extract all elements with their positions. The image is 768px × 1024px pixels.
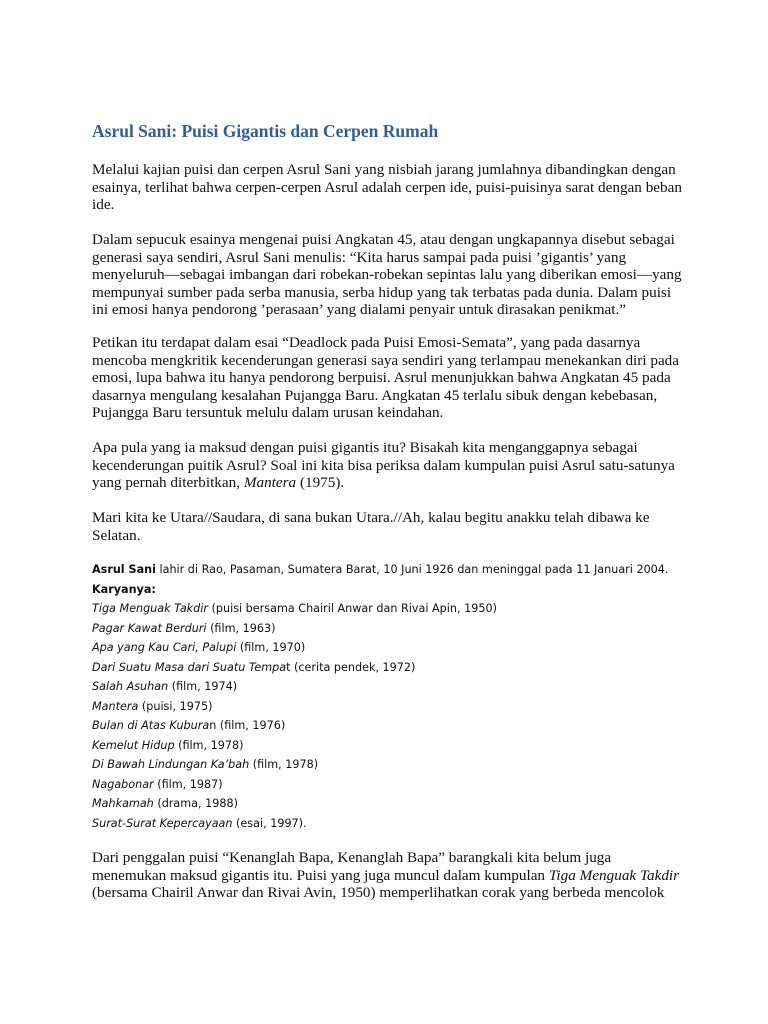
work-detail: n (film, 1976) — [209, 719, 286, 732]
work-item — [92, 619, 712, 639]
paragraph-line: kecenderungan puitik Asrul? Soal ini kita bisa periksa dalam kumpulan puisi Asrul satu-satunya — [92, 456, 675, 474]
work-detail: (film, 1978) — [249, 758, 319, 771]
paragraph-line: mempunyai sumber pada serba manusia, serba hidup yang tak terbatas pada dunia. Dalam puisi — [92, 283, 672, 301]
text-run: (1975). — [296, 474, 345, 492]
paragraph-line: Dalam sepucuk esainya mengenai puisi Angkatan 45, atau dengan ungkapannya disebut sebagai — [92, 231, 675, 248]
paragraph-6 — [92, 849, 682, 902]
paragraph-3 — [92, 334, 682, 422]
paragraph-2 — [92, 231, 682, 319]
work-item — [92, 716, 712, 736]
paragraph-line: Mari kita ke Utara//Saudara, di sana bukan Utara.//Ah, kalau begitu anakku telah dibawa ke — [92, 509, 650, 526]
paragraph-line: menyeluruh—sebagai imbangan dari robekan-robekan sepintas lalu yang diberikan emosi—yang — [92, 266, 682, 284]
paragraph-line: emosi, lupa bahwa itu hanya pendorong berpuisi. Asrul menunjukkan bahwa Angkatan 45 pada — [92, 369, 671, 387]
paragraph-line: ide. — [92, 196, 115, 214]
work-item — [92, 736, 712, 756]
work-title: Mantera — [92, 699, 139, 713]
work-item — [92, 697, 712, 717]
text-run: yang pernah diterbitkan, — [92, 474, 244, 492]
work-item — [92, 599, 712, 619]
work-detail: t (cerita pendek, 1972) — [286, 660, 416, 674]
work-title: Nagabonar — [92, 777, 154, 791]
paragraph-line: esainya, terlihat bahwa cerpen-cerpen Asrul adalah cerpen ide, puisi-puisinya sarat dengan beban — [92, 178, 682, 196]
work-detail: (puisi bersama Chairil Anwar dan Rivai Apin, 1950) — [207, 602, 497, 615]
work-item — [92, 814, 712, 834]
work-title: Di Bawah Lindungan Ka’bah — [92, 758, 250, 771]
work-title: Apa yang Kau Cari, Palupi — [92, 641, 237, 654]
text-run: menemukan maksud gigantis itu. Puisi yang juga muncul dalam kumpulan — [92, 866, 549, 884]
work-detail: (film, 1978) — [174, 738, 244, 752]
paragraph-5 — [92, 509, 682, 544]
work-title: Mahkamah — [92, 797, 154, 810]
author-bio — [92, 560, 712, 580]
author-info-box — [92, 560, 712, 833]
work-item — [92, 755, 712, 775]
work-title: Kemelut Hidup — [92, 738, 175, 752]
paragraph-line: Pujangga Baru tersuntuk melulu dalam urusan keindahan. — [92, 404, 444, 422]
paragraph-line: Dari penggalan puisi “Kenanglah Bapa, Kenanglah Bapa” barangkali kita belum juga — [92, 849, 612, 866]
book-title-mantera: Mantera — [243, 474, 297, 492]
paragraph-line: (bersama Chairil Anwar dan Rivai Avin, 1950) memperlihatkan corak yang berbeda mencolok — [92, 884, 665, 902]
book-title-tiga-menguak-takdir: Tiga Menguak Takdir — [548, 866, 680, 884]
paragraph-line — [92, 474, 682, 492]
work-detail: (film, 1987) — [153, 777, 223, 791]
author-bio-text: lahir di Rao, Pasaman, Sumatera Barat, 10 Juni 1926 dan meninggal pada 11 Januari 2004. — [155, 563, 669, 576]
paragraph-line: Petikan itu terdapat dalam esai “Deadlock pada Puisi Emosi-Semata”, yang pada dasarnya — [92, 334, 641, 351]
document-title: Asrul Sani: Puisi Gigantis dan Cerpen Rumah — [92, 121, 439, 141]
work-title: Salah Asuhan — [92, 680, 169, 693]
work-detail: (film, 1974) — [168, 680, 238, 693]
work-title: Bulan di Atas Kubura — [92, 719, 210, 732]
paragraph-4 — [92, 439, 682, 492]
work-item — [92, 794, 712, 814]
author-name: Asrul Sani — [92, 563, 156, 576]
work-title: Dari Suatu Masa dari Suatu Tempa — [92, 660, 287, 674]
work-item — [92, 775, 712, 795]
paragraph-line: mencoba mengkritik kecenderungan generasi saya sendiri yang terlampau menekankan diri pada — [92, 351, 680, 369]
work-title: Tiga Menguak Takdir — [92, 602, 208, 615]
work-detail: (film, 1963) — [206, 621, 276, 635]
paragraph-line — [92, 867, 682, 885]
paragraph-1 — [92, 161, 682, 214]
work-detail: (puisi, 1975) — [138, 699, 213, 713]
paragraph-line: Apa pula yang ia maksud dengan puisi gigantis itu? Bisakah kita menganggapnya sebagai — [92, 439, 638, 456]
work-title: Pagar Kawat Berduri — [92, 621, 207, 635]
work-detail: (drama, 1988) — [153, 797, 238, 810]
works-heading: Karyanya: — [92, 582, 156, 596]
work-item — [92, 677, 712, 697]
work-detail: (film, 1970) — [236, 641, 306, 654]
paragraph-line: dasarnya mengulang kesalahan Pujangga Baru. Angkatan 45 terlalu sibuk dengan kebebasan, — [92, 386, 658, 404]
work-detail: (esai, 1997). — [232, 816, 307, 830]
work-item — [92, 658, 712, 678]
work-title: Surat-Surat Kepercayaan — [92, 816, 233, 830]
paragraph-line: ini emosi hanya pendorong ’perasaan’ yang dialami penyair untuk dirasakan penikmat.” — [92, 301, 627, 319]
paragraph-line: generasi saya sendiri, Asrul Sani menulis: “Kita harus sampai pada puisi ’gigantis’ yang — [92, 248, 627, 266]
paragraph-line: Selatan. — [92, 526, 141, 544]
work-item — [92, 638, 712, 658]
paragraph-line: Melalui kajian puisi dan cerpen Asrul Sani yang nisbiah jarang jumlahnya dibandingkan dengan — [92, 161, 676, 178]
